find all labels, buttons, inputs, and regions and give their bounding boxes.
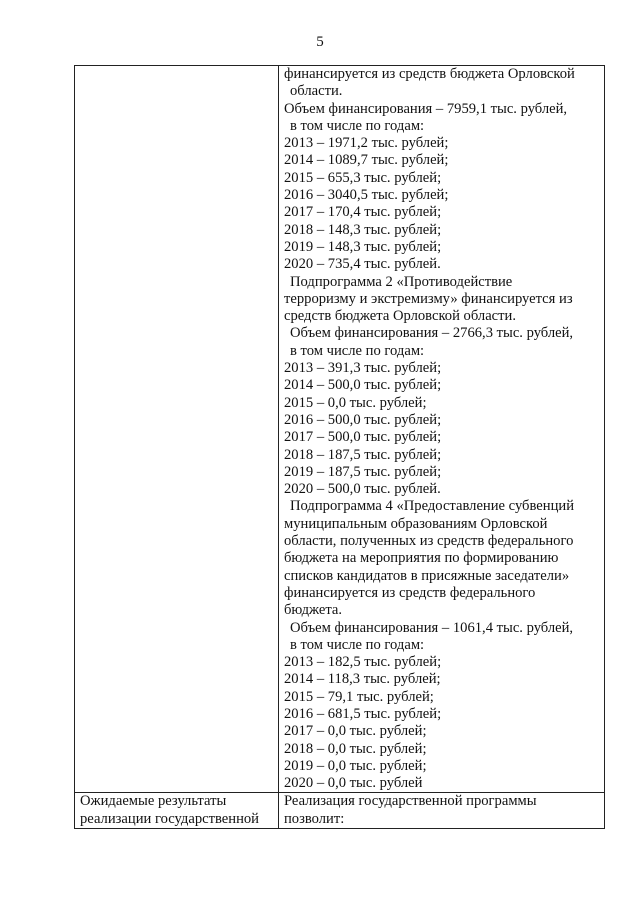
expected-results-value-cell bbox=[279, 793, 605, 829]
year-line: 2019 – 0,0 тыс. рублей; bbox=[284, 757, 427, 774]
page-number: 5 bbox=[316, 34, 324, 50]
year-line: 2018 – 187,5 тыс. рублей; bbox=[284, 446, 442, 463]
table-row-financing bbox=[75, 66, 605, 793]
year-line: 2014 – 1089,7 тыс. рублей; bbox=[284, 152, 449, 169]
text-line: в том числе по годам: bbox=[290, 342, 425, 359]
year-line: 2017 – 500,0 тыс. рублей; bbox=[284, 429, 442, 446]
text-line: муниципальным образованиям Орловской bbox=[284, 515, 548, 532]
year-line: 2015 – 79,1 тыс. рублей; bbox=[284, 688, 434, 705]
year-line: 2017 – 170,4 тыс. рублей; bbox=[284, 204, 442, 221]
program-passport-table bbox=[74, 65, 605, 829]
text-line: в том числе по годам: bbox=[290, 117, 425, 134]
year-line: 2020 – 735,4 тыс. рублей. bbox=[284, 256, 441, 273]
text-line: списков кандидатов в присяжные заседатели» bbox=[284, 567, 570, 584]
year-line: 2016 – 681,5 тыс. рублей; bbox=[284, 705, 442, 722]
year-line: 2013 – 1971,2 тыс. рублей; bbox=[284, 135, 449, 152]
text-line: финансируется из средств бюджета Орловской bbox=[284, 66, 575, 82]
text-line: Объем финансирования – 2766,3 тыс. рублей, bbox=[290, 325, 574, 342]
text-line: позволит: bbox=[284, 810, 345, 827]
year-line: 2018 – 148,3 тыс. рублей; bbox=[284, 221, 442, 238]
text-line: Реализация государственной программы bbox=[284, 793, 537, 810]
year-line: 2018 – 0,0 тыс. рублей; bbox=[284, 740, 427, 757]
year-line: 2020 – 500,0 тыс. рублей. bbox=[284, 481, 441, 498]
text-line: финансируется из средств федерального bbox=[284, 584, 536, 601]
text-line: области. bbox=[290, 83, 343, 100]
expected-results-label-cell bbox=[75, 793, 279, 829]
row-label-line: реализации государственной bbox=[80, 810, 259, 827]
text-line: терроризму и экстремизму» финансируется из bbox=[284, 290, 573, 307]
year-line: 2016 – 500,0 тыс. рублей; bbox=[284, 411, 442, 428]
text-line: Объем финансирования – 1061,4 тыс. рублей, bbox=[290, 619, 574, 636]
text-line: бюджета на мероприятия по формированию bbox=[284, 550, 559, 567]
year-line: 2014 – 118,3 тыс. рублей; bbox=[284, 671, 441, 688]
year-line: 2013 – 391,3 тыс. рублей; bbox=[284, 360, 442, 377]
financing-value-cell bbox=[279, 66, 605, 793]
year-line: 2016 – 3040,5 тыс. рублей; bbox=[284, 187, 449, 204]
financing-label-cell bbox=[75, 66, 279, 793]
text-line: Объем финансирования – 7959,1 тыс. рублей, bbox=[284, 100, 568, 117]
text-line: бюджета. bbox=[284, 602, 343, 619]
year-line: 2020 – 0,0 тыс. рублей bbox=[284, 775, 423, 792]
year-line: 2019 – 187,5 тыс. рублей; bbox=[284, 463, 442, 480]
row-label-line: Ожидаемые результаты bbox=[80, 793, 227, 810]
text-line: в том числе по годам: bbox=[290, 636, 425, 653]
year-line: 2015 – 655,3 тыс. рублей; bbox=[284, 169, 442, 186]
year-line: 2014 – 500,0 тыс. рублей; bbox=[284, 377, 442, 394]
year-line: 2017 – 0,0 тыс. рублей; bbox=[284, 723, 427, 740]
year-line: 2015 – 0,0 тыс. рублей; bbox=[284, 394, 427, 411]
text-line: Подпрограмма 4 «Предоставление субвенций bbox=[290, 498, 575, 515]
table-row-expected-results bbox=[75, 793, 605, 829]
year-line: 2013 – 182,5 тыс. рублей; bbox=[284, 654, 442, 671]
text-line: Подпрограмма 2 «Противодействие bbox=[290, 273, 513, 290]
text-line: области, полученных из средств федерального bbox=[284, 533, 574, 550]
text-line: средств бюджета Орловской области. bbox=[284, 308, 516, 325]
year-line: 2019 – 148,3 тыс. рублей; bbox=[284, 238, 442, 255]
